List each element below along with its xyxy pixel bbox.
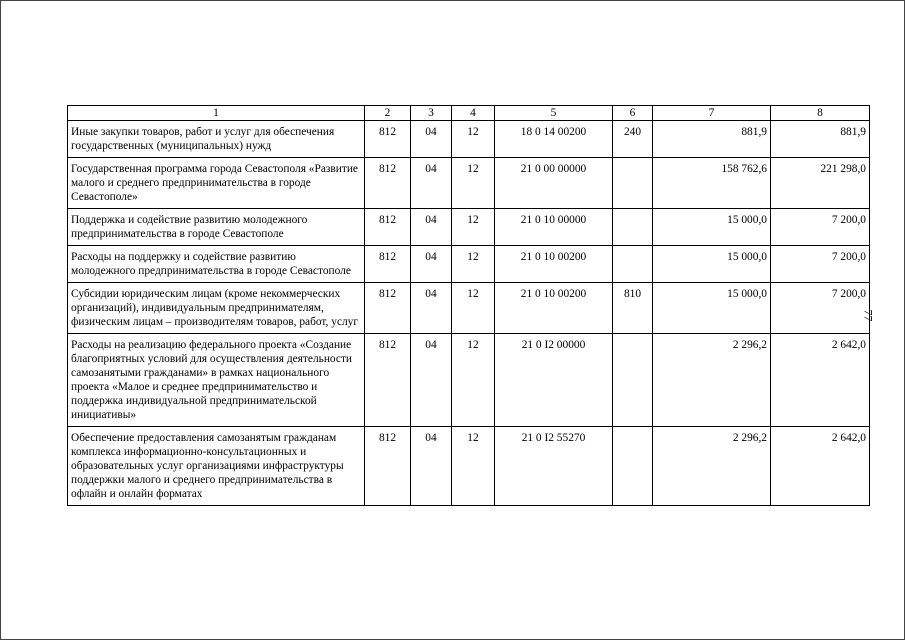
cell-code-subsection: 12 bbox=[452, 209, 495, 246]
cell-code-subsection: 12 bbox=[452, 283, 495, 334]
cell-amount-year2: 7 200,0 bbox=[771, 209, 870, 246]
table-row bbox=[68, 427, 870, 506]
cell-code-subsection: 12 bbox=[452, 334, 495, 427]
table-row bbox=[68, 158, 870, 209]
row-description: Поддержка и содействие развитию молодежного предпринимательства в городе Севастополе bbox=[68, 209, 365, 246]
row-description: Обеспечение предоставления самозанятым гражданам комплекса информационно-консультационных и образовательных услуг организациями инфраструктуры поддержки малого и среднего предпринимательства в офлайн и онлайн форматах bbox=[68, 427, 365, 506]
cell-code-ministry: 812 bbox=[365, 283, 411, 334]
cell-code-section: 04 bbox=[411, 158, 452, 209]
cell-code-expense-type: 240 bbox=[613, 121, 653, 158]
header-cell: 8 bbox=[771, 106, 870, 121]
cell-code-ministry: 812 bbox=[365, 209, 411, 246]
cell-code-ministry: 812 bbox=[365, 334, 411, 427]
cell-code-expense-type bbox=[613, 246, 653, 283]
cell-code-subsection: 12 bbox=[452, 246, 495, 283]
header-cell: 4 bbox=[452, 106, 495, 121]
cell-amount-year2: 2 642,0 bbox=[771, 427, 870, 506]
cell-amount-year1: 881,9 bbox=[653, 121, 771, 158]
cell-code-ministry: 812 bbox=[365, 427, 411, 506]
cell-amount-year1: 15 000,0 bbox=[653, 209, 771, 246]
header-cell: 6 bbox=[613, 106, 653, 121]
cell-code-expense-type bbox=[613, 334, 653, 427]
cell-amount-year1: 158 762,6 bbox=[653, 158, 771, 209]
cell-code-target: 21 0 I2 55270 bbox=[495, 427, 613, 506]
header-cell: 1 bbox=[68, 106, 365, 121]
cell-code-section: 04 bbox=[411, 334, 452, 427]
row-description: Расходы на поддержку и содействие развитию молодежного предпринимательства в городе Севастополе bbox=[68, 246, 365, 283]
table-header-row bbox=[68, 106, 870, 121]
cell-code-section: 04 bbox=[411, 246, 452, 283]
cell-amount-year2: 7 200,0 bbox=[771, 283, 870, 334]
cell-code-target: 21 0 10 00200 bbox=[495, 283, 613, 334]
cell-code-expense-type bbox=[613, 158, 653, 209]
row-description: Расходы на реализацию федерального проекта «Создание благоприятных условий для осуществления деятельности самозанятыми гражданами» в рамках национального проекта «Малое и среднее предпринимательство и поддержка индивидуальной предпринимательской инициативы» bbox=[68, 334, 365, 427]
cell-code-expense-type bbox=[613, 427, 653, 506]
table-row bbox=[68, 334, 870, 427]
table-row bbox=[68, 283, 870, 334]
cell-code-target: 21 0 10 00000 bbox=[495, 209, 613, 246]
cell-code-ministry: 812 bbox=[365, 121, 411, 158]
cell-amount-year2: 881,9 bbox=[771, 121, 870, 158]
budget-table bbox=[67, 105, 870, 506]
cell-code-target: 21 0 I2 00000 bbox=[495, 334, 613, 427]
row-description: Субсидии юридическим лицам (кроме некоммерческих организаций), индивидуальным предпринимателям, физическим лицам – производителям товаров, работ, услуг bbox=[68, 283, 365, 334]
page-number: 77 bbox=[861, 309, 876, 322]
header-cell: 7 bbox=[653, 106, 771, 121]
row-description: Государственная программа города Севастополя «Развитие малого и среднего предпринимательства в городе Севастополе» bbox=[68, 158, 365, 209]
cell-code-ministry: 812 bbox=[365, 158, 411, 209]
cell-amount-year1: 2 296,2 bbox=[653, 427, 771, 506]
cell-code-expense-type: 810 bbox=[613, 283, 653, 334]
header-cell: 3 bbox=[411, 106, 452, 121]
cell-amount-year1: 15 000,0 bbox=[653, 246, 771, 283]
cell-code-section: 04 bbox=[411, 283, 452, 334]
cell-amount-year1: 15 000,0 bbox=[653, 283, 771, 334]
header-cell: 5 bbox=[495, 106, 613, 121]
table-row bbox=[68, 246, 870, 283]
header-cell: 2 bbox=[365, 106, 411, 121]
cell-code-ministry: 812 bbox=[365, 246, 411, 283]
cell-code-subsection: 12 bbox=[452, 158, 495, 209]
cell-code-expense-type bbox=[613, 209, 653, 246]
cell-code-target: 18 0 14 00200 bbox=[495, 121, 613, 158]
cell-code-section: 04 bbox=[411, 121, 452, 158]
row-description: Иные закупки товаров, работ и услуг для обеспечения государственных (муниципальных) нужд bbox=[68, 121, 365, 158]
cell-amount-year2: 221 298,0 bbox=[771, 158, 870, 209]
cell-amount-year2: 7 200,0 bbox=[771, 246, 870, 283]
table-row bbox=[68, 209, 870, 246]
cell-code-target: 21 0 00 00000 bbox=[495, 158, 613, 209]
cell-amount-year1: 2 296,2 bbox=[653, 334, 771, 427]
cell-code-target: 21 0 10 00200 bbox=[495, 246, 613, 283]
cell-code-subsection: 12 bbox=[452, 121, 495, 158]
cell-code-subsection: 12 bbox=[452, 427, 495, 506]
cell-code-section: 04 bbox=[411, 209, 452, 246]
table-row bbox=[68, 121, 870, 158]
cell-amount-year2: 2 642,0 bbox=[771, 334, 870, 427]
cell-code-section: 04 bbox=[411, 427, 452, 506]
